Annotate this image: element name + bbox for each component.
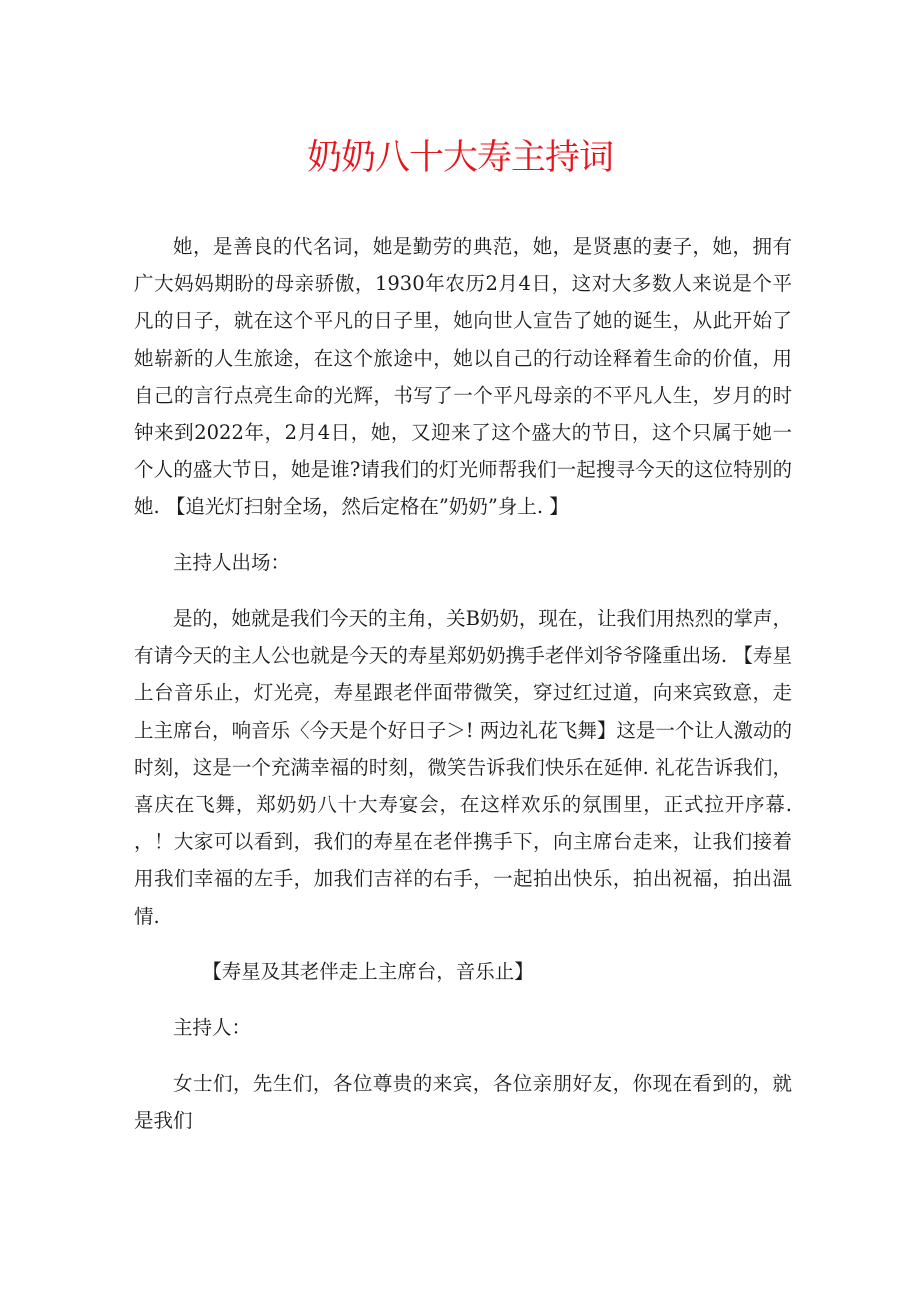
paragraph-stage-direction: 【寿星及其老伴走上主席台，音乐止】 <box>202 960 534 984</box>
paragraph-host-entrance: 主持人出场： <box>173 551 291 575</box>
paragraph-greeting: 女士们，先生们，各位尊贵的来宾，各位亲朋好友，你现在看到的，就是我们 <box>134 1072 792 1133</box>
paragraph-host-label: 主持人： <box>173 1016 252 1040</box>
paragraph-protagonist: 是的，她就是我们今天的主角，关B奶奶，现在，让我们用热烈的掌声，有请今天的主人公也就是今天的寿星郑奶奶携手老伴刘爷爷隆重出场. 【寿星上台音乐止，灯光亮，寿星跟老伴面带微笑，穿过红过道，向来宾致意，走上主席台，响音乐〈今天是个好日子＞! 两边礼花飞舞】这是一个让人激动的时刻，这是一个充满幸福的时刻，微笑告诉我们快乐在延伸. 礼花告诉我们，喜庆在飞舞，郑奶奶八十大寿宴会，在这样欢乐的氛围里，正式拉开序幕. ，！大家可以看到，我们的寿星在老伴携手下，向主席台走来，让我们接着用我们幸福的左手，加我们吉祥的右手，一起拍出快乐，拍出祝福，拍出温情. <box>134 607 792 928</box>
paragraph-intro: 她，是善良的代名词，她是勤劳的典范，她，是贤惠的妻子，她，拥有广大妈妈期盼的母亲骄傲，1930年农历2月4日，这对大多数人来说是个平凡的日子，就在这个平凡的日子里，她向世人宣告了她的诞生，从此开始了她崭新的人生旅途，在这个旅途中，她以自己的行动诠释着生命的价值，用自己的言行点亮生命的光辉，书写了一个平凡母亲的不平凡人生，岁月的时钟来到2022年，2月4日，她，又迎来了这个盛大的节日，这个只属于她一个人的盛大节日，她是谁?请我们的灯光师帮我们一起搜寻今天的这位特别的她. 【追光灯扫射全场，然后定格在”奶奶”身上. 】 <box>134 235 792 519</box>
document-title: 奶奶八十大寿主持词 <box>306 138 613 178</box>
document-body <box>134 228 792 1139</box>
